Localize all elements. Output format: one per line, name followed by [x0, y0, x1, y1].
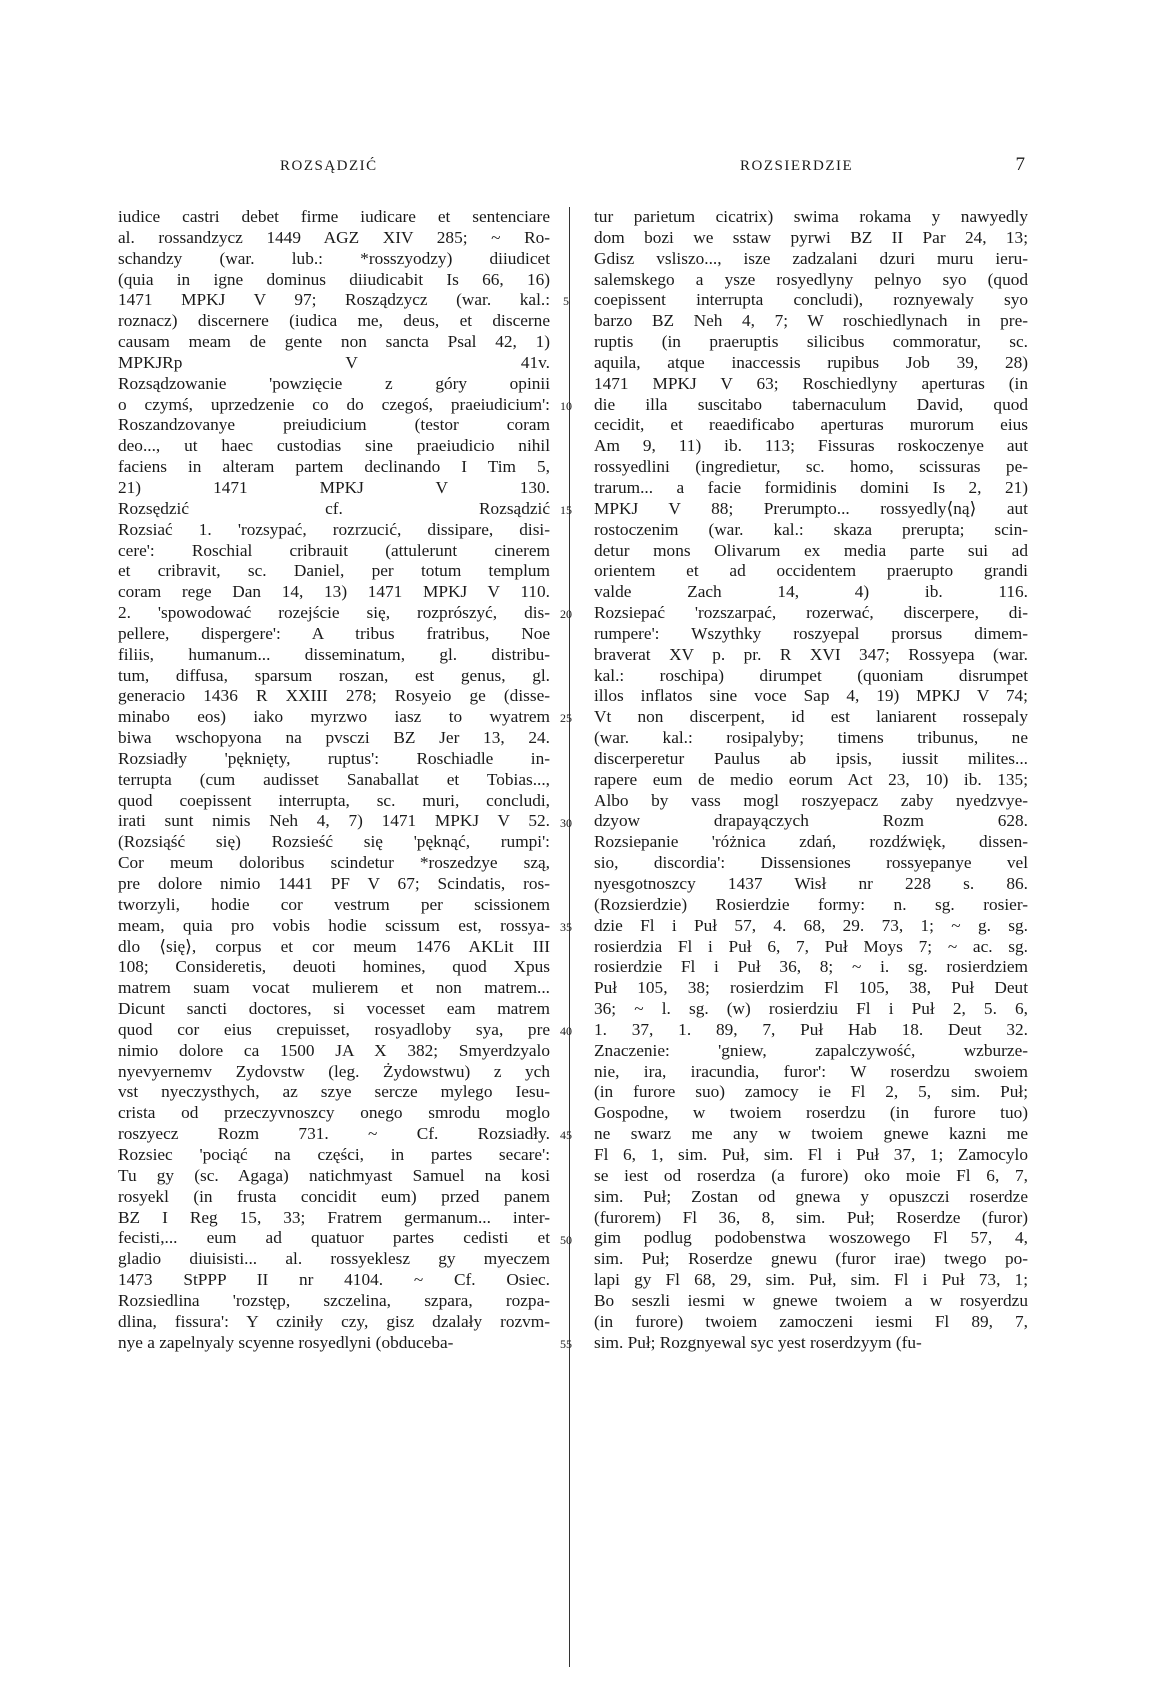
text-line: se iest od roserdza (a furore) oko moie Fl 6, 7, [594, 1165, 1028, 1185]
text-line: 1. 37, 1. 89, 7, Puł Hab 18. Deut 32. [594, 1019, 1028, 1039]
text-line: nimio dolore ca 1500 JA X 382; Smyerdzyalo [118, 1040, 550, 1060]
text-line: nyevyernemv Zydovstw (leg. Żydowstwu) z ych [118, 1061, 550, 1081]
text-line: lapi gy Fl 68, 29, sim. Puł, sim. Fl i Puł 73, 1; [594, 1270, 1028, 1290]
text-line: Znaczenie: 'gniew, zapalczywość, wzburze- [594, 1040, 1028, 1060]
header-right-title: ROZSIERDZIE [740, 158, 854, 174]
text-line: et cribravit, sc. Daniel, per totum templum [118, 561, 550, 581]
text-line: (Rozsiąść się) Rozsieść się 'pęknąć, rumpi': [118, 832, 550, 852]
text-line: irati sunt nimis Neh 4, 7) 1471 MPKJ V 52. [118, 811, 550, 831]
text-line: Bo seszli iesmi w gnewe twoiem a w rosyerdzu [594, 1290, 1028, 1310]
text-line: rosyekl (in frusta concidit eum) przed panem [118, 1186, 550, 1206]
text-line: nie, ira, iracundia, furor': W roserdzu swoiem [594, 1061, 1028, 1081]
right-text-column [594, 207, 1028, 1353]
text-line: braverat XV p. pr. R XVI 347; Rossyepa (war. [594, 644, 1028, 664]
text-line: gladio diuisisti... al. rossyeklesz gy myeczem [118, 1249, 550, 1269]
text-line: orientem et ad occidentem praerupto grandi [594, 561, 1028, 581]
text-line: Fl 6, 1, sim. Puł, sim. Fl i Puł 37, 1; Zamocylo [594, 1144, 1028, 1164]
text-line: pre dolore nimio 1441 PF V 67; Scindatis, ros- [118, 874, 550, 893]
text-line: gim podlug podobenstwa woszowego Fl 57, 4, [594, 1228, 1028, 1248]
text-line: Rozsiepanie 'różnica zdań, rozdźwięk, dissen- [594, 832, 1028, 852]
text-line: Rozsiadły 'pęknięty, ruptus': Roschiadle in- [118, 748, 550, 768]
text-line: sim. Puł; Rozgnyewal syc yest roserdzyym (fu- [594, 1332, 922, 1352]
text-line: rossyedlini (ingredietur, sc. homo, scissuras pe- [594, 457, 1028, 477]
text-line: tum, diffusa, sparsum roszan, est genus, gl. [118, 665, 550, 685]
line-number: 30 [560, 815, 572, 830]
header-left-title: ROZSĄDZIĆ [280, 158, 378, 174]
text-line: trarum... a facie formidinis domini Is 2, 21) [594, 477, 1028, 497]
text-line: coepissent interrupta concludi), roznyewaly syo [594, 290, 1028, 310]
text-line: ne swarz me any w twoiem gnewe kazni me [594, 1124, 1028, 1144]
text-line: (war. kal.: rosipalyby; timens tribunus, ne [594, 728, 1028, 748]
line-number: 10 [560, 398, 572, 413]
text-line: roznacz) discernere (iudica me, deus, et discerne [118, 311, 550, 331]
line-number: 35 [560, 919, 572, 934]
text-line: ruptis (in praeruptis silicibus commoratur, sc. [594, 332, 1028, 352]
running-header [120, 154, 1025, 182]
text-line: Am 9, 11) ib. 113; Fissuras roskoczenye aut [594, 436, 1028, 456]
text-line: (quia in igne dominus diiudicabit Is 66, 16) [118, 269, 550, 289]
line-number: 5 [563, 294, 569, 309]
text-line: kal.: roschipa) dirumpet (quoniam disrumpet [594, 665, 1028, 685]
line-number: 55 [560, 1336, 572, 1351]
text-line: o czymś, uprzedzenie co do czegoś, praeiudicium': [118, 394, 550, 414]
text-line: salemskego a ysze rosyedlyny pelnyo syo (quod [594, 269, 1028, 289]
text-line: sim. Puł; Zostan od gnewa y opuszczi roserdze [594, 1186, 1028, 1206]
text-line: barzo BZ Neh 4, 7; W roschiedlynach in pre- [594, 311, 1028, 331]
text-line: al. rossandzycz 1449 AGZ XIV 285; ~ Ro- [118, 227, 550, 247]
text-line: detur mons Olivarum ex media parte sui ad [594, 540, 1028, 560]
text-line: dom bozi we sstaw pyrwi BZ II Par 24, 13; [594, 227, 1028, 247]
text-line: 21) 1471 MPKJ V 130. [118, 477, 550, 497]
text-line: coram rege Dan 14, 13) 1471 MPKJ V 110. [118, 582, 550, 602]
text-line: cecidit, et reaedificabo aperturas murorum eius [594, 415, 1028, 435]
text-line: filiis, humanum... disseminatum, gl. distribu- [118, 644, 550, 664]
text-line: quod coepissent interrupta, sc. muri, concludi, [118, 790, 550, 810]
text-line: Rozsiec 'pociąć na części, in partes secare': [118, 1144, 550, 1164]
text-line: (Rozsierdzie) Rosierdzie formy: n. sg. rosier- [594, 894, 1028, 914]
text-line: roszyecz Rozm 731. ~ Cf. Rozsiadły. [118, 1124, 550, 1144]
column-divider [569, 207, 570, 1667]
text-line: valde Zach 14, 4) ib. 116. [594, 582, 1028, 602]
text-line: Rozsiedlina 'rozstęp, szczelina, szpara, rozpa- [118, 1290, 550, 1310]
text-line: nyesgotnoszcy 1437 Wisł nr 228 s. 86. [594, 874, 1028, 893]
text-line: MPKJ V 88; Prerumpto... rossyedly⟨ną⟩ aut [594, 498, 1028, 518]
text-line: dlina, fissura': Y cziniły czy, gisz dzalały rozvm- [118, 1311, 550, 1331]
text-line: Roszandzovanye preiudicium (testor coram [118, 415, 550, 435]
text-line: Vt non discerpent, id est laniarent rossepaly [594, 707, 1028, 727]
text-line: cere': Roschial cribrauit (attulerunt cinerem [118, 540, 550, 560]
text-line: MPKJRp V 41v. [118, 352, 550, 372]
text-line: Dicunt sancti doctores, si vocesset eam matrem [118, 999, 550, 1019]
text-line: dlo ⟨się⟩, corpus et cor meum 1476 AKLit III [118, 936, 550, 956]
text-line: dzyow drapayączych Rozm 628. [594, 811, 1028, 831]
text-line: Gdisz vsliszo..., isze zadzalani dzuri muru ieru- [594, 248, 1028, 268]
text-line: generacio 1436 R XXIII 278; Rosyeio ge (disse- [118, 686, 550, 706]
text-line: rumpere': Wszythky roszyepal prorsus dimem- [594, 623, 1028, 643]
text-line: Albo by vass mogl roszyepacz zaby nyedzvye- [594, 790, 1028, 810]
text-line: aquila, atque inaccessis rupibus Job 39, 28) [594, 352, 1028, 372]
text-line: causam meam de gente non sancta Psal 42, 1) [118, 332, 550, 352]
text-line: vst nyeczysthych, az szye sercze mylego Iesu- [118, 1082, 550, 1102]
text-line: iudice castri debet firme iudicare et sentenciare [118, 207, 550, 226]
text-line: schandzy (war. lub.: *rosszyodzy) diiudicet [118, 248, 550, 268]
page-number: 7 [1015, 154, 1025, 175]
text-line: (in furore) twoiem zamoczeni iesmi Fl 89, 7, [594, 1311, 1028, 1331]
text-line: Rozsędzić cf. Rozsądzić [118, 498, 550, 518]
line-number: 25 [560, 711, 572, 726]
text-line: 1473 StPPP II nr 4104. ~ Cf. Osiec. [118, 1270, 550, 1290]
text-line: BZ I Reg 15, 33; Fratrem germanum... inter- [118, 1207, 550, 1227]
text-line: Tu gy (sc. Agaga) natichmyast Samuel na kosi [118, 1165, 550, 1185]
text-line: quod cor eius crepuisset, rosyadloby sya, pre [118, 1019, 550, 1039]
text-line: biwa wschopyona na pvsczi BZ Jer 13, 24. [118, 728, 550, 748]
text-line: crista od przeczyvnoszcy onego smrodu moglo [118, 1103, 550, 1123]
text-line: Cor meum doloribus scindetur *roszedzye szą, [118, 853, 550, 873]
text-line: Rozsiać 1. 'rozsypać, rozrzucić, dissipare, disi- [118, 519, 550, 539]
text-line: fecisti,... eum ad quatuor partes cedisti et [118, 1228, 550, 1248]
text-line: 1471 MPKJ V 63; Roschiedlyny aperturas (in [594, 373, 1028, 393]
text-line: sim. Puł; Roserdze gnewu (furor irae) twego po- [594, 1249, 1028, 1269]
text-line: 1471 MPKJ V 97; Rosządzycz (war. kal.: [118, 290, 550, 310]
text-line: deo..., ut haec custodias sine praeiudicio nihil [118, 436, 550, 456]
left-text-column [118, 207, 550, 1353]
line-number: 15 [560, 502, 572, 517]
text-line: sio, discordia': Dissensiones rossyepanye vel [594, 853, 1028, 873]
text-line: (furorem) Fl 36, 8, sim. Puł; Roserdze (furor) [594, 1207, 1028, 1227]
text-line: rostoczenim (war. kal.: skaza prerupta; scin- [594, 519, 1028, 539]
text-line: illos inflatos sine voce Sap 4, 19) MPKJ V 74; [594, 686, 1028, 706]
text-line: nye a zapelnyaly scyenne rosyedlyni (obduceba- [118, 1332, 454, 1352]
text-line: pellere, dispergere': A tribus fratribus, Noe [118, 623, 550, 643]
text-line: Rozsądzowanie 'powzięcie z góry opinii [118, 373, 550, 393]
text-line: meam, quia pro vobis hodie scissum est, rossya- [118, 915, 550, 935]
line-number: 40 [560, 1024, 572, 1039]
text-line: 2. 'spowodować rozejście się, rozprószyć, dis- [118, 603, 550, 623]
text-line: 108; Consideretis, deuoti homines, quod Xpus [118, 957, 550, 977]
line-number: 20 [560, 607, 572, 622]
text-line: Gospodne, w twoiem roserdzu (in furore tuo) [594, 1103, 1028, 1123]
text-line: terrupta (cum audisset Sanaballat et Tobias..., [118, 769, 550, 789]
text-line: (in furore suo) zamocy ie Fl 2, 5, sim. Puł; [594, 1082, 1028, 1102]
text-line: dzie Fl i Puł 57, 4. 68, 29. 73, 1; ~ g. sg. [594, 915, 1028, 935]
text-line: Puł 105, 38; rosierdzim Fl 105, 38, Puł Deut [594, 978, 1028, 998]
text-line: matrem suam vocat mulierem et non matrem... [118, 978, 550, 998]
text-line: die illa suscitabo tabernaculum David, quod [594, 394, 1028, 414]
text-line: faciens in alteram partem declinando I Tim 5, [118, 457, 550, 477]
text-line: Rozsiepać 'rozszarpać, rozerwać, discerpere, di- [594, 603, 1028, 623]
text-line: tworzyli, hodie cor vestrum per scissionem [118, 894, 550, 914]
text-line: rapere eum de medio eorum Act 23, 10) ib. 135; [594, 769, 1028, 789]
line-number: 50 [560, 1232, 572, 1247]
text-line: discerperetur Paulus ab ipsis, iussit milites... [594, 748, 1028, 768]
text-line: tur parietum cicatrix) swima rokama y nawyedly [594, 207, 1028, 226]
text-line: 36; ~ l. sg. (w) rosierdziu Fl i Puł 2, 5. 6, [594, 999, 1028, 1019]
text-line: minabo eos) iako myrzwo iasz to wyatrem [118, 707, 550, 727]
text-line: rosierdzie Fl i Puł 36, 8; ~ i. sg. rosierdziem [594, 957, 1028, 977]
text-line: rosierdzia Fl i Puł 6, 7, Puł Moys 7; ~ ac. sg. [594, 936, 1028, 956]
line-number: 45 [560, 1128, 572, 1143]
